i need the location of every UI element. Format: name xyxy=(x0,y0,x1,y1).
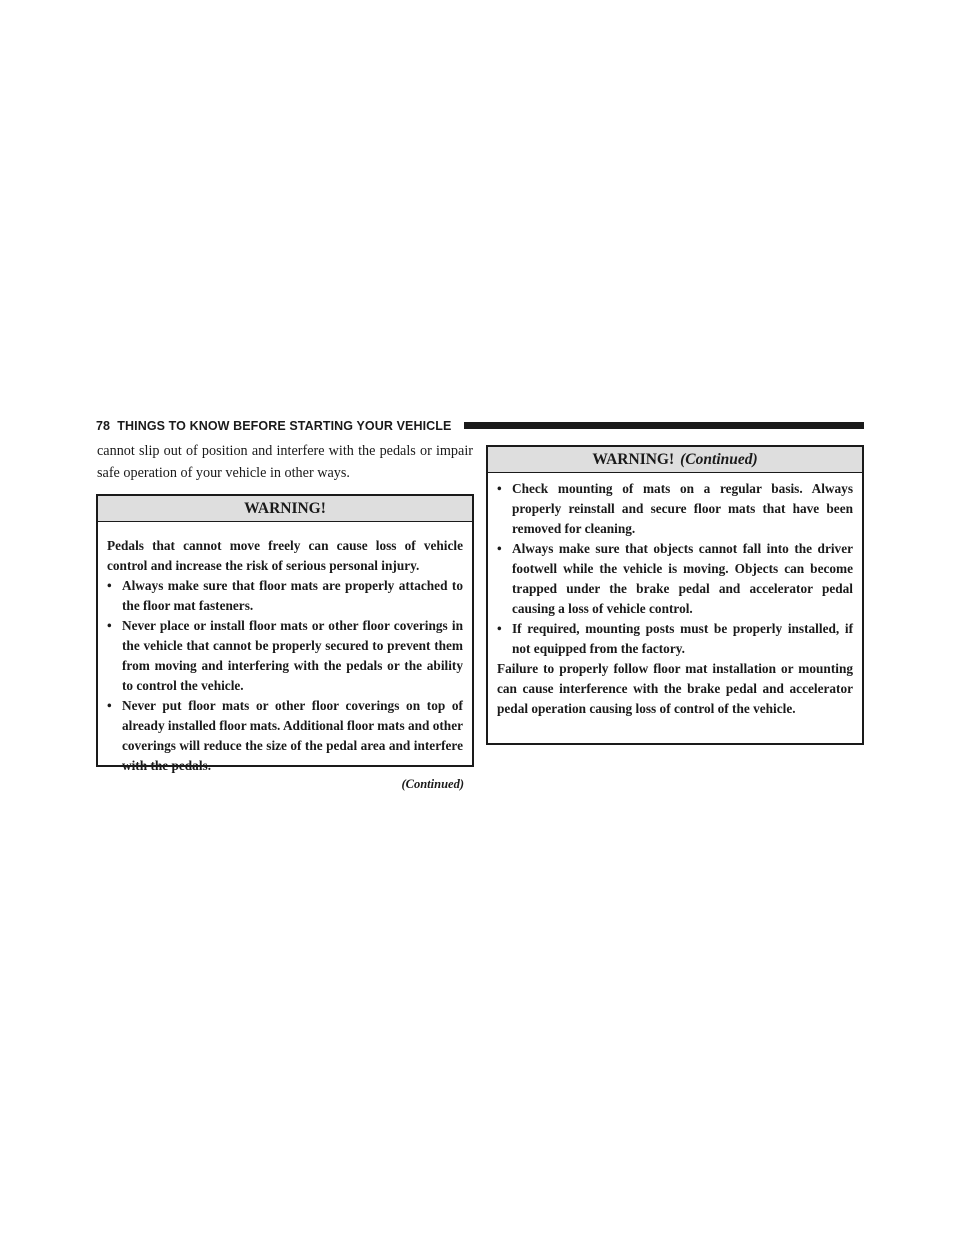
bullet-icon: • xyxy=(497,541,502,556)
list-item xyxy=(497,479,853,539)
bullet-icon: • xyxy=(107,618,112,633)
page-header xyxy=(96,418,864,436)
bullet-icon: • xyxy=(107,578,112,593)
warning-body-right xyxy=(488,473,862,725)
warning-lead: Pedals that cannot move freely can cause loss of vehicle control and increase the risk of serious personal injury. xyxy=(107,538,463,573)
warning-list-left xyxy=(107,576,463,776)
list-item xyxy=(107,696,463,776)
warning-title-text: WARNING! xyxy=(592,451,675,468)
bullet-icon: • xyxy=(107,698,112,713)
warning-title xyxy=(98,496,472,522)
bullet-icon: • xyxy=(497,621,502,636)
list-item-text: Never place or install floor mats or other floor coverings in the vehicle that cannot be properly secured to prevent them from moving and interfering with the pedals or the ability to control the vehicle. xyxy=(122,618,463,693)
list-item xyxy=(107,616,463,696)
list-item-text: If required, mounting posts must be properly installed, if not equipped from the factory. xyxy=(512,621,853,656)
page-number: 78 xyxy=(96,419,111,433)
list-item xyxy=(497,539,853,619)
list-item-text: Always make sure that floor mats are properly attached to the floor mat fasteners. xyxy=(122,578,463,613)
list-item xyxy=(497,619,853,659)
section-title: THINGS TO KNOW BEFORE STARTING YOUR VEHICLE xyxy=(117,419,452,433)
list-item-text: Check mounting of mats on a regular basis. Always properly reinstall and secure floor mats that have been removed for cleaning. xyxy=(512,481,853,536)
warning-body-left xyxy=(98,522,472,782)
header-rule xyxy=(464,422,864,429)
warning-closing: Failure to properly follow floor mat installation or mounting can cause interference with the brake pedal and accelerator pedal operation causing loss of control of the vehicle. xyxy=(497,661,853,716)
intro-paragraph: cannot slip out of position and interfere with the pedals or impair safe operation of your vehicle in other ways. xyxy=(97,443,473,481)
warning-box-left xyxy=(96,494,474,773)
list-item xyxy=(107,576,463,616)
warning-title-suffix: (Continued) xyxy=(680,451,758,468)
bullet-icon: • xyxy=(497,481,502,496)
warning-title-text: WARNING! xyxy=(244,500,326,517)
page-header-text xyxy=(96,418,459,434)
warning-title xyxy=(488,447,862,473)
list-item-text: Never put floor mats or other floor coverings on top of already installed floor mats. Additional floor mats and other coverings will reduce the size of the pedal area and interfere with the pedals. xyxy=(122,698,463,773)
list-item-text: Always make sure that objects cannot fall into the driver footwell while the vehicle is moving. Objects can become trapped under the brake pedal and accelerator pedal causing a loss of vehicle control. xyxy=(512,541,853,616)
warning-box-right xyxy=(486,445,864,745)
warning-list-right xyxy=(497,479,853,659)
continued-note: (Continued) xyxy=(401,777,464,791)
